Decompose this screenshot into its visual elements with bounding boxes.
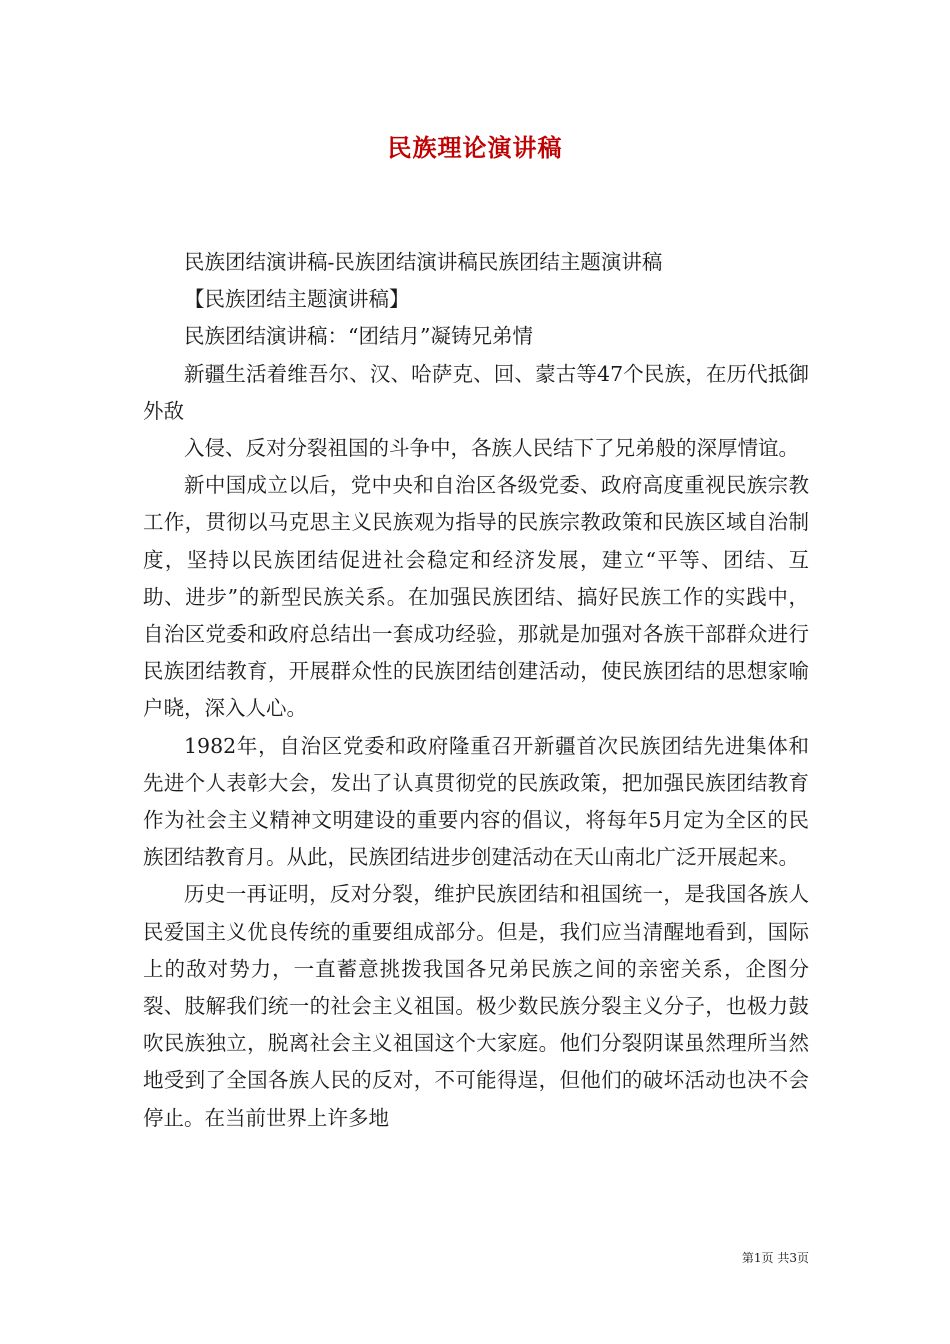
paragraph: 新疆生活着维吾尔、汉、哈萨克、回、蒙古等47个民族，在历代抵御外敌	[143, 361, 809, 423]
paragraph: 新中国成立以后，党中央和自治区各级党委、政府高度重视民族宗教工作，贯彻以马克思主义民族观为指导的民族宗教政策和民族区域自治制度，坚持以民族团结促进社会稳定和经济发展，建立“平等、团结、互助、进步”的新型民族关系。在加强民族团结、搞好民族工作的实践中，自治区党委和政府总结出一套成功经验，那就是加强对各族干部群众进行民族团结教育，开展群众性的民族团结创建活动，使民族团结的思想家喻户晓，深入人心。	[143, 473, 809, 721]
paragraph: 历史一再证明，反对分裂，维护民族团结和祖国统一，是我国各族人民爱国主义优良传统的重要组成部分。但是，我们应当清醒地看到，国际上的敌对势力，一直蓄意挑拨我国各兄弟民族之间的亲密关系，企图分裂、肢解我们统一的社会主义祖国。极少数民族分裂主义分子，也极力鼓吹民族独立，脱离社会主义祖国这个大家庭。他们分裂阴谋虽然理所当然地受到了全国各族人民的反对，不可能得逞，但他们的破坏活动也决不会停止。在当前世界上许多地	[143, 882, 809, 1130]
paragraph: 入侵、反对分裂祖国的斗争中，各族人民结下了兄弟般的深厚情谊。	[184, 436, 799, 461]
document-body	[143, 244, 809, 1137]
page-number: 第1页 共3页	[741, 1251, 809, 1265]
paragraph: 民族团结演讲稿-民族团结演讲稿民族团结主题演讲稿	[184, 250, 663, 274]
paragraph: 【民族团结主题演讲稿】	[184, 287, 410, 312]
document-title: 民族理论演讲稿	[387, 133, 563, 162]
paragraph: 民族团结演讲稿：“团结月”凝铸兄弟情	[184, 324, 533, 349]
paragraph: 1982年，自治区党委和政府隆重召开新疆首次民族团结先进集体和先进个人表彰大会，发出了认真贯彻党的民族政策，把加强民族团结教育作为社会主义精神文明建设的重要内容的倡议，将每年5月定为全区的民族团结教育月。从此，民族团结进步创建活动在天山南北广泛开展起来。	[143, 733, 809, 870]
